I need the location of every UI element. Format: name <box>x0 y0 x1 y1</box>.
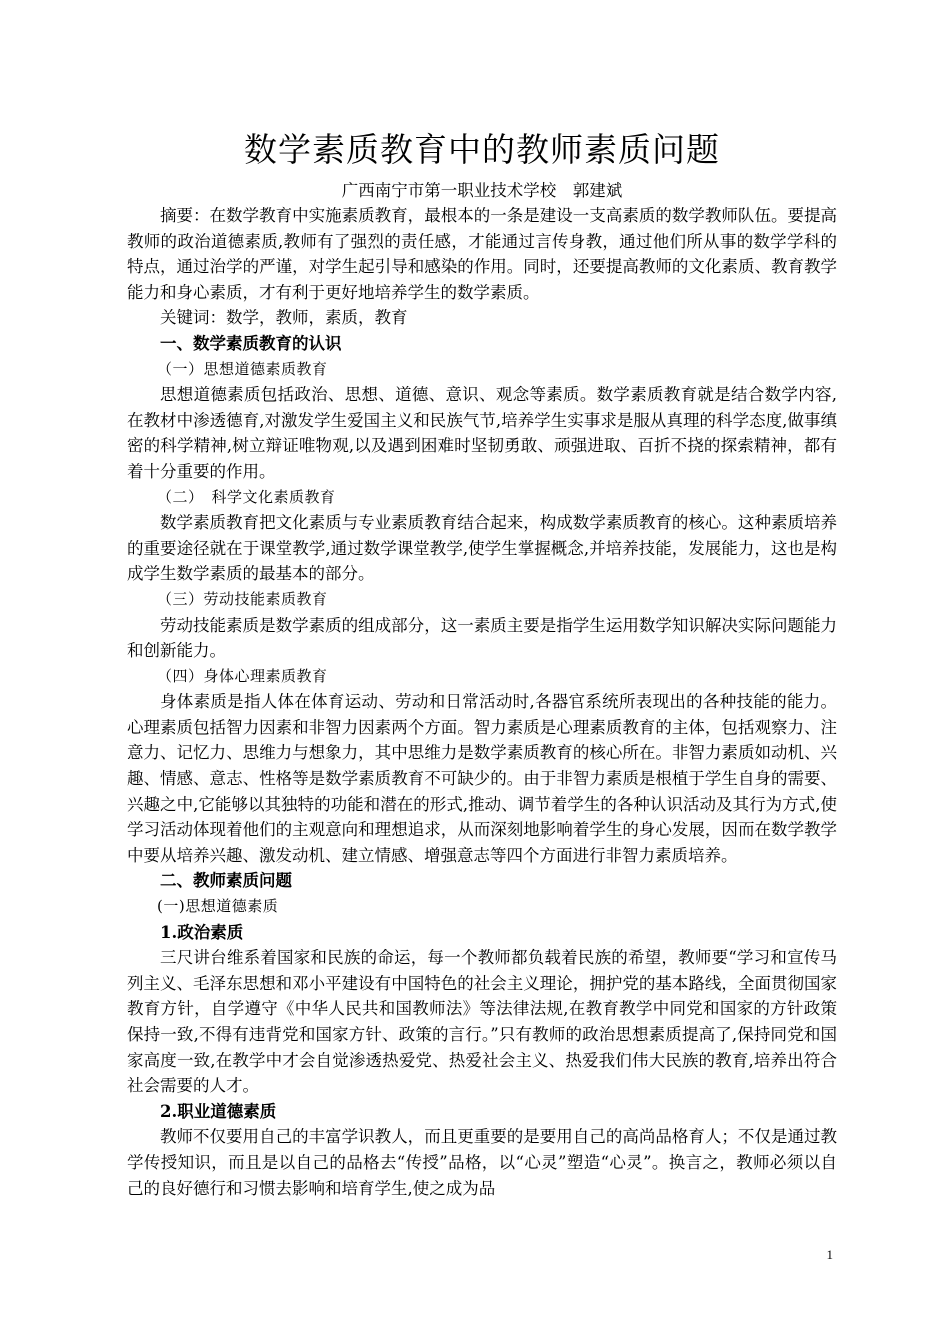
document-page <box>127 124 837 1201</box>
body-paragraph: 教师不仅要用自己的丰富学识教人，而且更重要的是要用自己的高尚品格育人；不仅是通过教学传授知识，而且是以自己的品格去“传授”品格，以“心灵”塑造“心灵”。换言之，教师必须以自己的良好德行和习惯去影响和培育学生,使之成为品 <box>127 1127 837 1198</box>
body-paragraph: 三尺讲台维系着国家和民族的命运，每一个教师都负载着民族的希望，教师要“学习和宣传马列主义、毛泽东思想和邓小平建设有中国特色的社会主义理论，拥护党的基本路线，全面贯彻国家教育方针，自学遵守《中华人民共和国教师法》等法律法规,在教育教学中同党和国家的方针政策保持一致,不得有违背党和国家方针、政策的言行。”只有教师的政治思想素质提高了,保持同党和国家高度一致,在教学中才会自觉渗透热爱党、热爱社会主义、热爱我们伟大民族的教育,培养出符合社会需要的人才。 <box>127 948 837 1096</box>
subsection-heading-1-3: （三）劳动技能素质教育 <box>157 589 328 608</box>
abstract-paragraph: 摘要：在数学教育中实施素质教育，最根本的一条是建设一支高素质的数学教师队伍。要提高教师的政治道德素质,教师有了强烈的责任感，才能通过言传身教，通过他们所从事的数学学科的特点，通过治学的严谨，对学生起引导和感染的作用。同时，还要提高教师的文化素质、教育教学能力和身心素质，才有利于更好地培养学生的数学素质。 <box>127 206 837 302</box>
body-paragraph: 数学素质教育把文化素质与专业素质教育结合起来，构成数学素质教育的核心。这种素质培养的重要途径就在于课堂教学,通过数学课堂教学,使学生掌握概念,并培养技能，发展能力，这也是构成学生数学素质的最基本的部分。 <box>127 513 837 584</box>
author-line: 广西南宁市第一职业技术学校 郭建斌 <box>341 181 623 200</box>
body-paragraph: 身体素质是指人体在体育运动、劳动和日常活动时,各器官系统所表现出的各种技能的能力。心理素质包括智力因素和非智力因素两个方面。智力素质是心理素质教育的主体，包括观察力、注意力、记忆力、思维力与想象力，其中思维力是数学素质教育的核心所在。非智力素质如动机、兴趣、情感、意志、性格等是数学素质教育不可缺少的。由于非智力素质是根植于学生自身的需要、兴趣之中,它能够以其独特的功能和潜在的形式,推动、调节着学生的各种认识活动及其行为方式,使学习活动体现着他们的主观意向和理想追求，从而深刻地影响着学生的身心发展，因而在数学教学中要从培养兴趣、激发动机、建立情感、增强意志等四个方面进行非智力素质培养。 <box>127 692 837 865</box>
subsection-heading-2-1: (一)思想道德素质 <box>157 897 279 916</box>
section-heading-1: 一、数学素质教育的认识 <box>160 333 342 353</box>
body-paragraph: 劳动技能素质是数学素质的组成部分，这一素质主要是指学生运用数学知识解决实际问题能力和创新能力。 <box>127 615 837 661</box>
subsection-heading-1-4: （四）身体心理素质教育 <box>157 666 328 685</box>
body-paragraph: 思想道德素质包括政治、思想、道德、意识、观念等素质。数学素质教育就是结合数学内容,在教材中渗透德育,对激发学生爱国主义和民族气节,培养学生实事求是服从真理的科学态度,做事缜密的科学精神,树立辩证唯物观,以及遇到困难时坚韧勇敢、顽强进取、百折不挠的探索精神，都有着十分重要的作用。 <box>127 385 837 481</box>
subsection-heading-1-1: （一）思想道德素质教育 <box>157 359 328 378</box>
page-number: 1 <box>826 1247 833 1262</box>
section-heading-2: 二、教师素质问题 <box>160 871 292 891</box>
document-title: 数学素质教育中的教师素质问题 <box>244 130 720 169</box>
item-heading-political: 1.政治素质 <box>160 922 244 942</box>
subsection-heading-1-2: （二） 科学文化素质教育 <box>157 487 336 506</box>
item-heading-professional-ethics: 2.职业道德素质 <box>160 1101 277 1121</box>
keywords-line: 关键词：数学，教师，素质，教育 <box>160 308 408 328</box>
